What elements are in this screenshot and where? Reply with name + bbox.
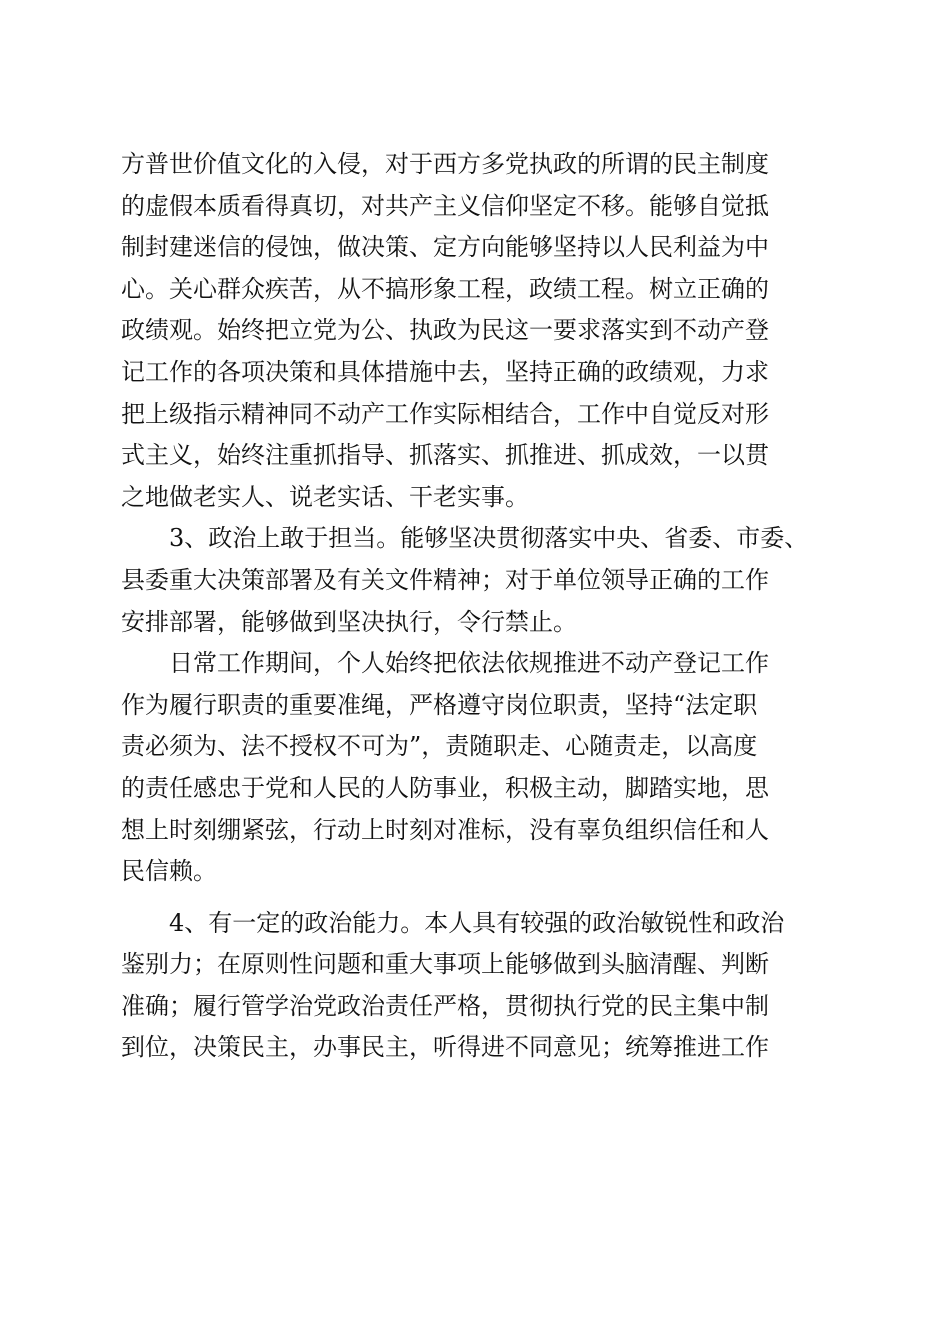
document-body [121,144,841,1069]
text-line: 式主义，始终注重抓指导、抓落实、抓推进、抓成效，一以贯 [121,441,769,470]
text-line: 鉴别力；在原则性问题和重大事项上能够做到头脑清醒、判断 [121,950,769,979]
text-line: 政绩观。始终把立党为公、执政为民这一要求落实到不动产登 [121,316,769,345]
text-line: 记工作的各项决策和具体措施中去，坚持正确的政绩观，力求 [121,357,769,386]
paragraph-gap [121,893,841,903]
text-line: 4、有一定的政治能力。本人具有较强的政治敏锐性和政治 [121,908,785,937]
text-line: 心。关心群众疾苦，从不搞形象工程，政绩工程。树立正确的 [121,274,769,303]
text-line: 安排部署，能够做到坚决执行，令行禁止。 [121,607,577,636]
text-line: 准确；履行管学治党政治责任严格，贯彻执行党的民主集中制 [121,991,769,1020]
text-line: 3、政治上敢于担当。能够坚决贯彻落实中央、省委、市委、 [121,524,809,553]
text-line: 之地做老实人、说老实话、干老实事。 [121,482,529,511]
text-line: 的虚假本质看得真切，对共产主义信仰坚定不移。能够自觉抵 [121,191,769,220]
text-line: 民信赖。 [121,857,217,886]
text-line: 到位，决策民主，办事民主，听得进不同意见；统筹推进工作 [121,1033,769,1062]
text-line: 想上时刻绷紧弦，行动上时刻对准标，没有辜负组织信任和人 [121,815,769,844]
text-line: 作为履行职责的重要准绳，严格遵守岗位职责，坚持“法定职 [121,690,758,719]
text-line: 县委重大决策部署及有关文件精神；对于单位领导正确的工作 [121,565,769,594]
text-line: 的责任感忠于党和人民的人防事业，积极主动，脚踏实地，思 [121,773,769,802]
text-line: 制封建迷信的侵蚀，做决策、定方向能够坚持以人民利益为中 [121,233,769,262]
text-line: 责必须为、法不授权不可为”，责随职走、心随责走，以高度 [121,732,758,761]
text-line: 方普世价值文化的入侵，对于西方多党执政的所谓的民主制度 [121,150,769,178]
text-line: 日常工作期间，个人始终把依法依规推进不动产登记工作 [121,649,769,678]
text-line: 把上级指示精神同不动产工作实际相结合，工作中自觉反对形 [121,399,769,428]
